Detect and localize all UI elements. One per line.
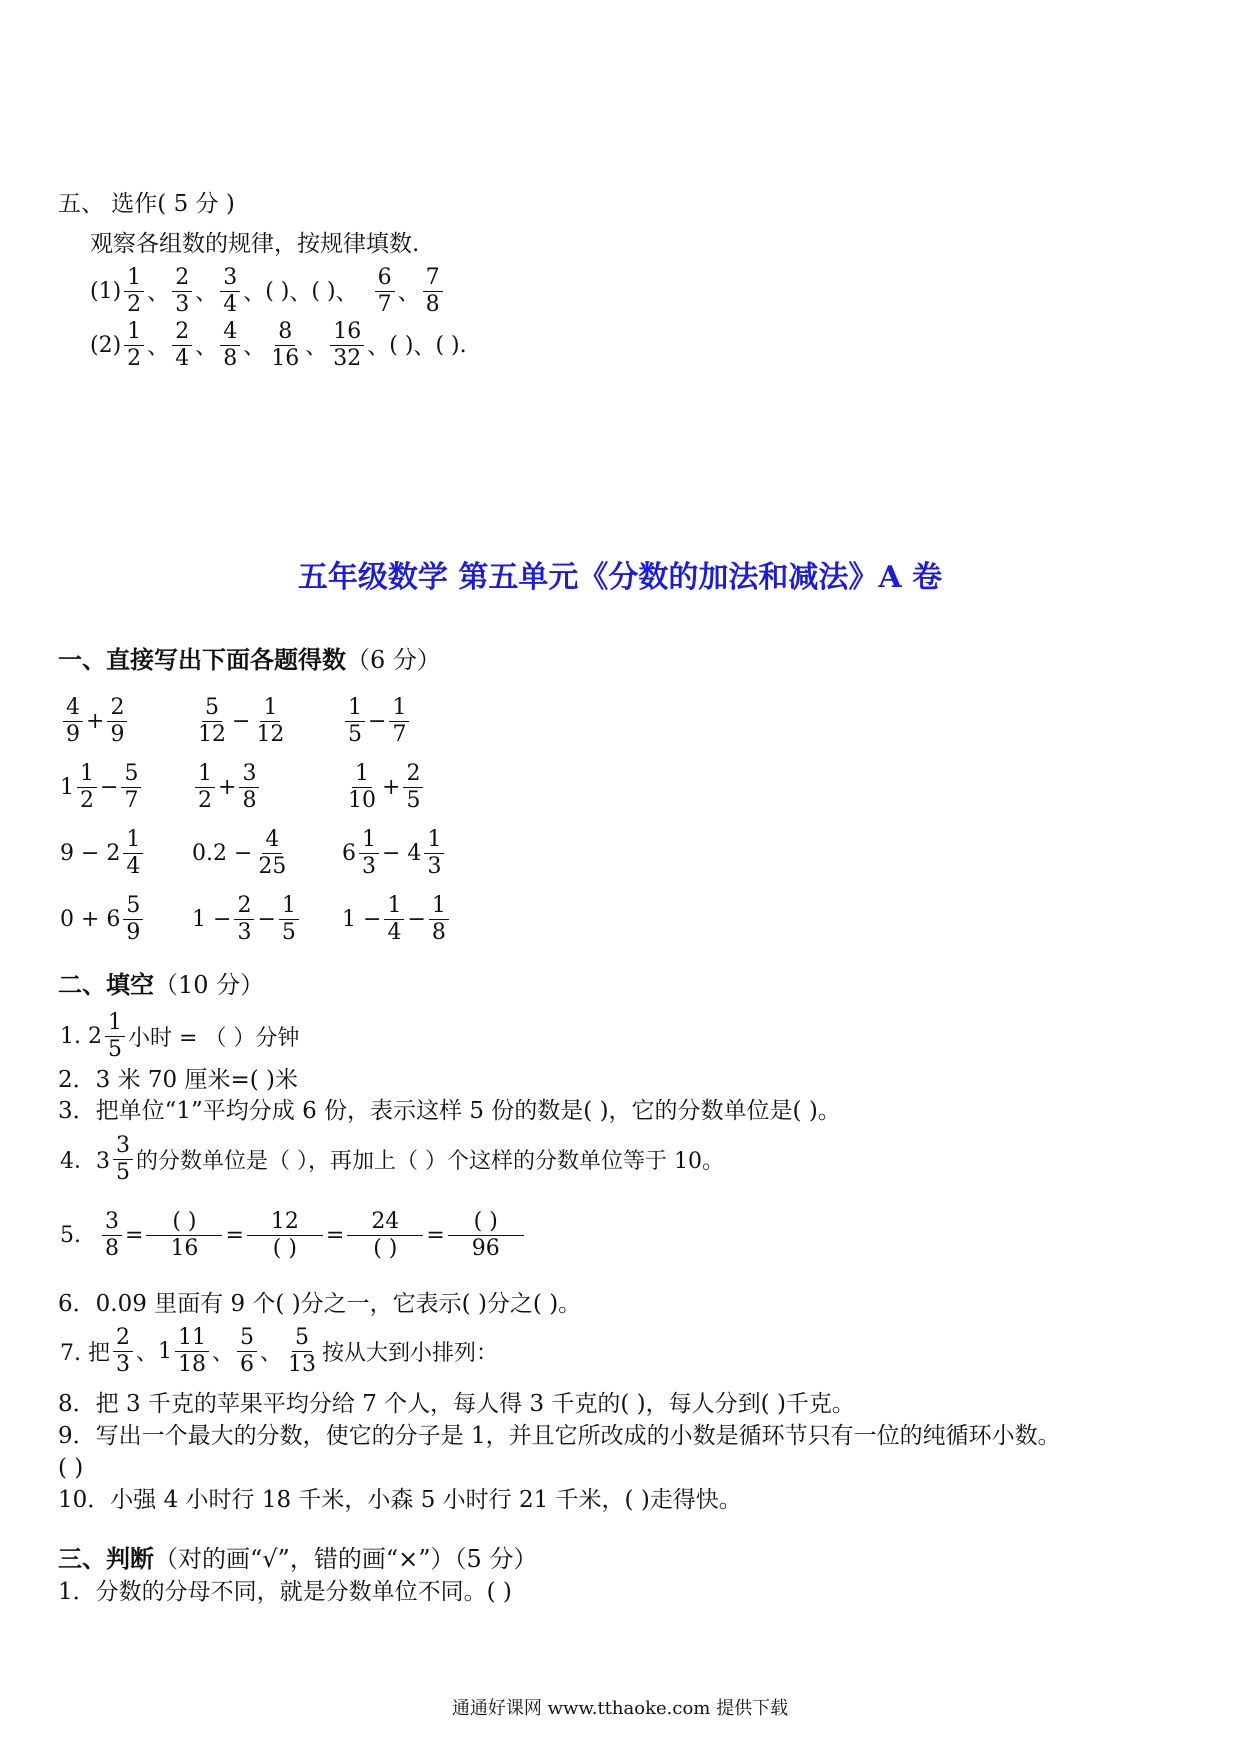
numerator: 5 [121,763,141,788]
q9: 9．写出一个最大的分数，使它的分子是 1，并且它所改成的小数是循环节只有一位的纯循环小数。 [58,1423,1061,1449]
numerator: 1 [389,697,409,722]
numerator: 1 [195,763,215,788]
numerator: 1 [352,763,372,788]
denominator: 3 [237,919,252,945]
q7 [60,1320,498,1382]
numerator: 2 [107,697,127,722]
operator: − [100,774,119,800]
fraction: $\frac{5}{13}$ [288,1324,317,1377]
term: 1 − [342,906,382,932]
calc-problem [342,822,447,884]
fraction: $\frac{1}{2}$ [124,267,144,316]
fraction: $\frac{7}{8}$ [423,267,443,316]
numerator: 5 [202,697,222,722]
fraction [107,694,127,747]
fraction [123,826,143,879]
equals: = [225,1222,244,1248]
numerator: 1 [424,829,444,854]
denominator: 5 [348,721,362,747]
term: 9 − 2 [60,840,121,866]
denominator: 8 [242,787,257,813]
denominator: 3 [427,853,442,879]
numerator: 1 [429,895,449,920]
calc-problem [60,756,144,818]
fraction [345,760,379,813]
fraction [234,892,254,945]
q5-label: 5. [60,1222,81,1248]
part3-heading-bold: 三、判断 [58,1544,154,1573]
denominator: 10 [348,787,376,813]
q4-post: 的分数单位是（ ），再加上（ ）个这样的分数单位等于 10。 [136,1148,724,1174]
denominator: 7 [124,787,139,813]
fraction: $\frac{11}{18}$ [175,1327,209,1376]
q2: 2．3 米 70 厘米=( )米 [58,1067,298,1093]
numerator: 1 [279,895,299,920]
denominator: 4 [387,919,402,945]
q3: 3．把单位“1”平均分成 6 份，表示这样 5 份的数是( )，它的分数单位是( )。 [58,1098,841,1124]
fraction: $\frac{1}{5}$ [105,1012,125,1061]
answer-blank[interactable]: ( ) [389,332,414,358]
sec5-row1 [90,260,446,322]
calc-problem [60,822,146,884]
fraction: $\frac{( )}{96}$ [448,1211,524,1260]
operator: + [218,774,237,800]
denominator: 25 [258,853,287,879]
part2-heading-bold: 二、填空 [58,970,154,999]
term: 1 [60,774,74,800]
q7-pre: 7. 把 [60,1340,110,1366]
denominator: 2 [80,787,94,813]
q5 [60,1200,527,1270]
fraction: $\frac{2}{4}$ [172,321,192,370]
numerator: 2 [403,763,423,788]
fraction: $\frac{3}{8}$ [102,1211,122,1260]
fraction: $\frac{6}{7}$ [375,267,395,316]
numerator: 1 [260,697,280,722]
operator: − [368,708,387,734]
answer-blank[interactable]: ( ) [311,278,336,304]
fraction: $\frac{3}{5}$ [113,1135,133,1184]
footer: 通通好课网 www.tthaoke.com 提供下载 [451,1698,789,1719]
fraction: $\frac{12}{( )}$ [247,1211,323,1260]
numerator: 5 [123,895,143,920]
denominator: 3 [362,853,376,879]
fraction [424,826,444,879]
separator: 、 [195,334,218,360]
part3-q1: 1．分数的分母不同，就是分数单位不同。( ) [58,1579,512,1605]
fraction [255,826,289,879]
part1-heading-bold: 一、直接写出下面各题得数 [58,645,346,674]
sec5-heading: 五、 选作( 5 分 ) [58,191,235,217]
part2-heading [58,970,264,1000]
denominator: 8 [431,919,446,945]
row1-label: (1) [90,278,122,304]
calc-problem [60,888,146,950]
q6: 6．0.09 里面有 9 个( )分之一，它表示( )分之( )。 [58,1291,582,1317]
part1-heading-points: （6 分） [346,646,441,674]
fraction: $\frac{4}{8}$ [220,321,240,370]
term: 6 [342,840,356,866]
fraction: $\frac{3}{4}$ [220,267,240,316]
fraction [359,826,379,879]
fraction: $\frac{5}{6}$ [237,1327,257,1376]
separator: 、 [243,280,266,306]
operator: − [407,906,426,932]
denominator: 9 [126,919,141,945]
separator: 、 [195,280,218,306]
separator: 、 [260,1340,283,1366]
denominator: 2 [198,787,212,813]
separator: 、 [289,280,312,306]
fraction [253,694,287,747]
fraction [429,892,449,945]
separator: 、 [305,334,328,360]
operator: + [382,774,401,800]
operator: − 4 [382,840,422,866]
fraction [239,760,259,813]
fraction [63,694,83,747]
term: 1 − [192,906,232,932]
q7-post: 按从大到小排列： [322,1340,499,1366]
separator: 、 [367,334,390,360]
fraction [121,760,141,813]
fraction [384,892,404,945]
denominator: 12 [198,721,226,747]
separator: 、 [335,280,358,306]
operator: + [86,708,105,734]
part3-heading-points: （对的画“√”，错的画“×”）（5 分） [154,1545,538,1573]
mixed-whole: 1 [158,1338,172,1364]
fraction [279,892,299,945]
calc-problem [192,690,290,752]
part1-heading [58,645,441,675]
equals: = [325,1222,345,1248]
fraction: $\frac{16}{32}$ [330,321,364,370]
numerator: 1 [123,829,143,854]
denominator: 12 [256,721,285,747]
numerator: 1 [384,895,404,920]
sec5-row2 [90,314,467,376]
part3-heading [58,1544,537,1574]
fraction [389,694,409,747]
separator: 、 [212,1340,235,1366]
q8: 8．把 3 千克的苹果平均分给 7 个人，每人得 3 千克的( )，每人分到( )千克。 [58,1391,855,1417]
answer-blank[interactable]: ( ) [435,332,460,358]
fraction: $\frac{8}{16}$ [271,318,300,371]
numerator: 1 [345,697,365,722]
separator: 、 [135,1340,158,1366]
answer-blank[interactable]: ( ) [265,278,290,304]
numerator: 1 [77,763,97,788]
numerator: 4 [63,697,83,722]
denominator: 5 [281,919,296,945]
separator: 、 [413,334,436,360]
part1-problems [60,690,480,960]
term: 0 + 6 [60,906,121,932]
fraction [195,760,215,813]
page-title: 五年级数学 第五单元《分数的加法和减法》A 卷 [297,560,943,595]
equals: = [426,1222,445,1248]
operator: − [257,906,276,932]
q10: 10．小强 4 小时行 18 千米，小森 5 小时行 21 千米，( )走得快。 [58,1487,742,1513]
q1-post: 小时 = （ ）分钟 [127,1025,300,1051]
term: 0.2 − [192,840,253,866]
separator: 、 [397,280,420,306]
row2-label: (2) [90,332,122,358]
q4 [60,1128,724,1190]
period: . [459,332,467,358]
q1 [60,1005,299,1067]
fraction [77,760,97,813]
numerator: 1 [359,829,379,854]
q9-blank: ( ) [58,1455,84,1481]
calc-problem [192,888,302,950]
denominator: 7 [392,721,407,747]
operator: − [232,708,251,734]
denominator: 9 [110,721,125,747]
calc-problem [192,822,292,884]
separator: 、 [147,334,170,360]
denominator: 9 [66,721,80,747]
fraction: $\frac{2}{3}$ [172,267,192,316]
calc-problem [60,690,130,752]
fraction: $\frac{( )}{16}$ [146,1211,222,1260]
fraction: $\frac{24}{( )}$ [347,1211,423,1260]
fraction: $\frac{1}{2}$ [124,321,144,370]
q1-pre: 1. 2 [60,1023,102,1049]
fraction [403,760,423,813]
fraction [195,694,229,747]
calc-problem [192,756,262,818]
numerator: 2 [234,895,254,920]
equals: = [125,1222,144,1248]
calc-problem [342,690,412,752]
part2-heading-points: （10 分） [154,971,265,999]
denominator: 5 [406,787,421,813]
separator: 、 [147,280,170,306]
fraction [123,892,143,945]
q4-pre: 4．3 [60,1148,110,1174]
numerator: 3 [239,763,259,788]
separator: 、 [243,334,266,360]
calc-problem [342,756,426,818]
numerator: 4 [262,829,282,854]
denominator: 4 [126,853,141,879]
fraction [345,694,365,747]
fraction: $\frac{2}{3}$ [113,1327,133,1376]
calc-problem [342,888,452,950]
sec5-intro: 观察各组数的规律，按规律填数. [90,231,420,257]
